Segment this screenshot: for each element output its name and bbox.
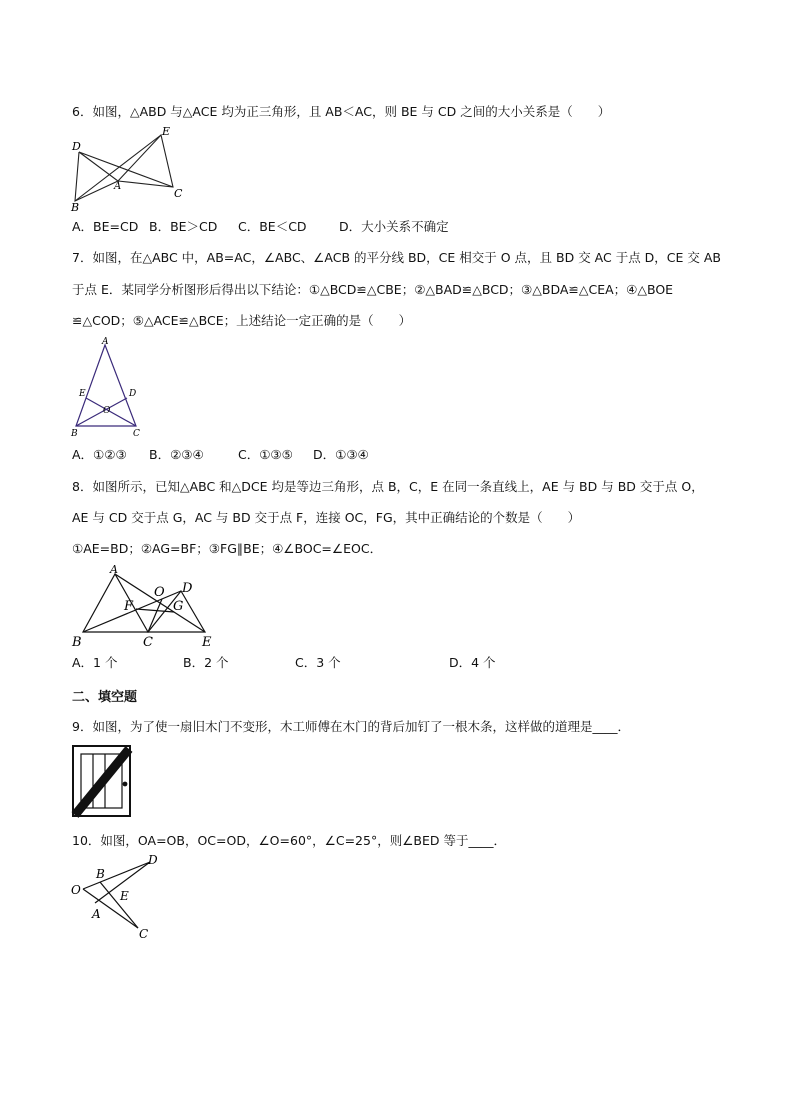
q7-label-e: E bbox=[79, 389, 86, 399]
q8-label-e: E bbox=[202, 635, 212, 650]
q6-option-a: A．BE=CD bbox=[72, 219, 139, 234]
q8-option-a: A．1 个 bbox=[72, 655, 118, 670]
q8-stem-line3: ①AE=BD；②AG=BF；③FG∥BE；④∠BOC=∠EOC． bbox=[72, 541, 383, 556]
q6-label-d: D bbox=[72, 140, 81, 153]
q6-figure bbox=[70, 125, 190, 214]
q8-label-f: F bbox=[124, 599, 134, 614]
q10-label-a: A bbox=[92, 907, 101, 921]
q8-label-b: B bbox=[72, 635, 82, 650]
q8-figure bbox=[68, 562, 228, 650]
q6-label-e: E bbox=[162, 125, 171, 138]
q6-stem: 6．如图，△ABD 与△ACE 均为正三角形，且 AB＜AC，则 BE 与 CD 之间的大小关系是（ ） bbox=[72, 104, 611, 119]
q7-label-a: A bbox=[102, 337, 109, 347]
section-fill-in-title: 二、填空题 bbox=[72, 690, 138, 705]
q10-stem: 10．如图，OA=OB，OC=OD，∠O=60°，∠C=25°，则∠BED 等于____． bbox=[72, 833, 506, 848]
q7-option-d: D．①③④ bbox=[313, 447, 369, 462]
q7-label-b: B bbox=[71, 429, 78, 439]
q7-label-o: O bbox=[103, 406, 111, 416]
q8-option-b: B．2 个 bbox=[183, 655, 229, 670]
q8-option-c: C．3 个 bbox=[295, 655, 341, 670]
q6-option-c: C．BE＜CD bbox=[238, 219, 307, 234]
q7-label-d: D bbox=[129, 389, 137, 399]
q8-stem-line1: 8．如图所示，已知△ABC 和△DCE 均是等边三角形，点 B，C，E 在同一条直线上，AE 与 BD 与 BD 交于点 O， bbox=[72, 479, 704, 494]
q6-option-d: D．大小关系不确定 bbox=[339, 219, 449, 234]
q7-option-a: A．①②③ bbox=[72, 447, 127, 462]
q8-label-g: G bbox=[173, 599, 184, 614]
q6-label-a: A bbox=[114, 181, 122, 192]
q10-figure bbox=[70, 853, 160, 945]
q10-label-b: B bbox=[96, 867, 105, 881]
q7-stem-line3: ≌△COD；⑤△ACE≌△BCE；上述结论一定正确的是（ ） bbox=[72, 313, 412, 328]
q8-label-a: A bbox=[110, 563, 118, 576]
q7-option-c: C．①③⑤ bbox=[238, 447, 293, 462]
q8-label-d: D bbox=[182, 581, 193, 596]
q8-label-c: C bbox=[143, 635, 153, 650]
q8-option-d: D．4 个 bbox=[449, 655, 496, 670]
q10-label-o: O bbox=[71, 883, 81, 897]
q7-label-c: C bbox=[133, 429, 140, 439]
q9-door-figure bbox=[72, 745, 132, 819]
q10-label-e: E bbox=[120, 889, 129, 903]
q7-figure bbox=[68, 336, 148, 441]
q6-label-b: B bbox=[71, 201, 80, 214]
q10-label-d: D bbox=[148, 853, 158, 867]
q10-label-c: C bbox=[139, 927, 149, 941]
q7-stem-line2: 于点 E．某同学分析图形后得出以下结论：①△BCD≌△CBE；②△BAD≌△BCD；③△BDA≌△CEA；④△BOE bbox=[72, 282, 674, 297]
q9-stem: 9．如图，为了使一扇旧木门不变形，木工师傅在木门的背后加钉了一根木条，这样做的道理是____． bbox=[72, 719, 630, 734]
q6-label-c: C bbox=[174, 187, 183, 200]
q8-label-o: O bbox=[154, 585, 165, 600]
q6-option-b: B．BE＞CD bbox=[149, 219, 218, 234]
q7-stem-line1: 7．如图，在△ABC 中，AB=AC，∠ABC、∠ACB 的平分线 BD，CE 相交于 O 点，且 BD 交 AC 于点 D，CE 交 AB bbox=[72, 250, 722, 265]
q8-stem-line2: AE 与 CD 交于点 G，AC 与 BD 交于点 F，连接 OC，FG，其中正确结论的个数是（ ） bbox=[72, 510, 581, 525]
q7-option-b: B．②③④ bbox=[149, 447, 204, 462]
